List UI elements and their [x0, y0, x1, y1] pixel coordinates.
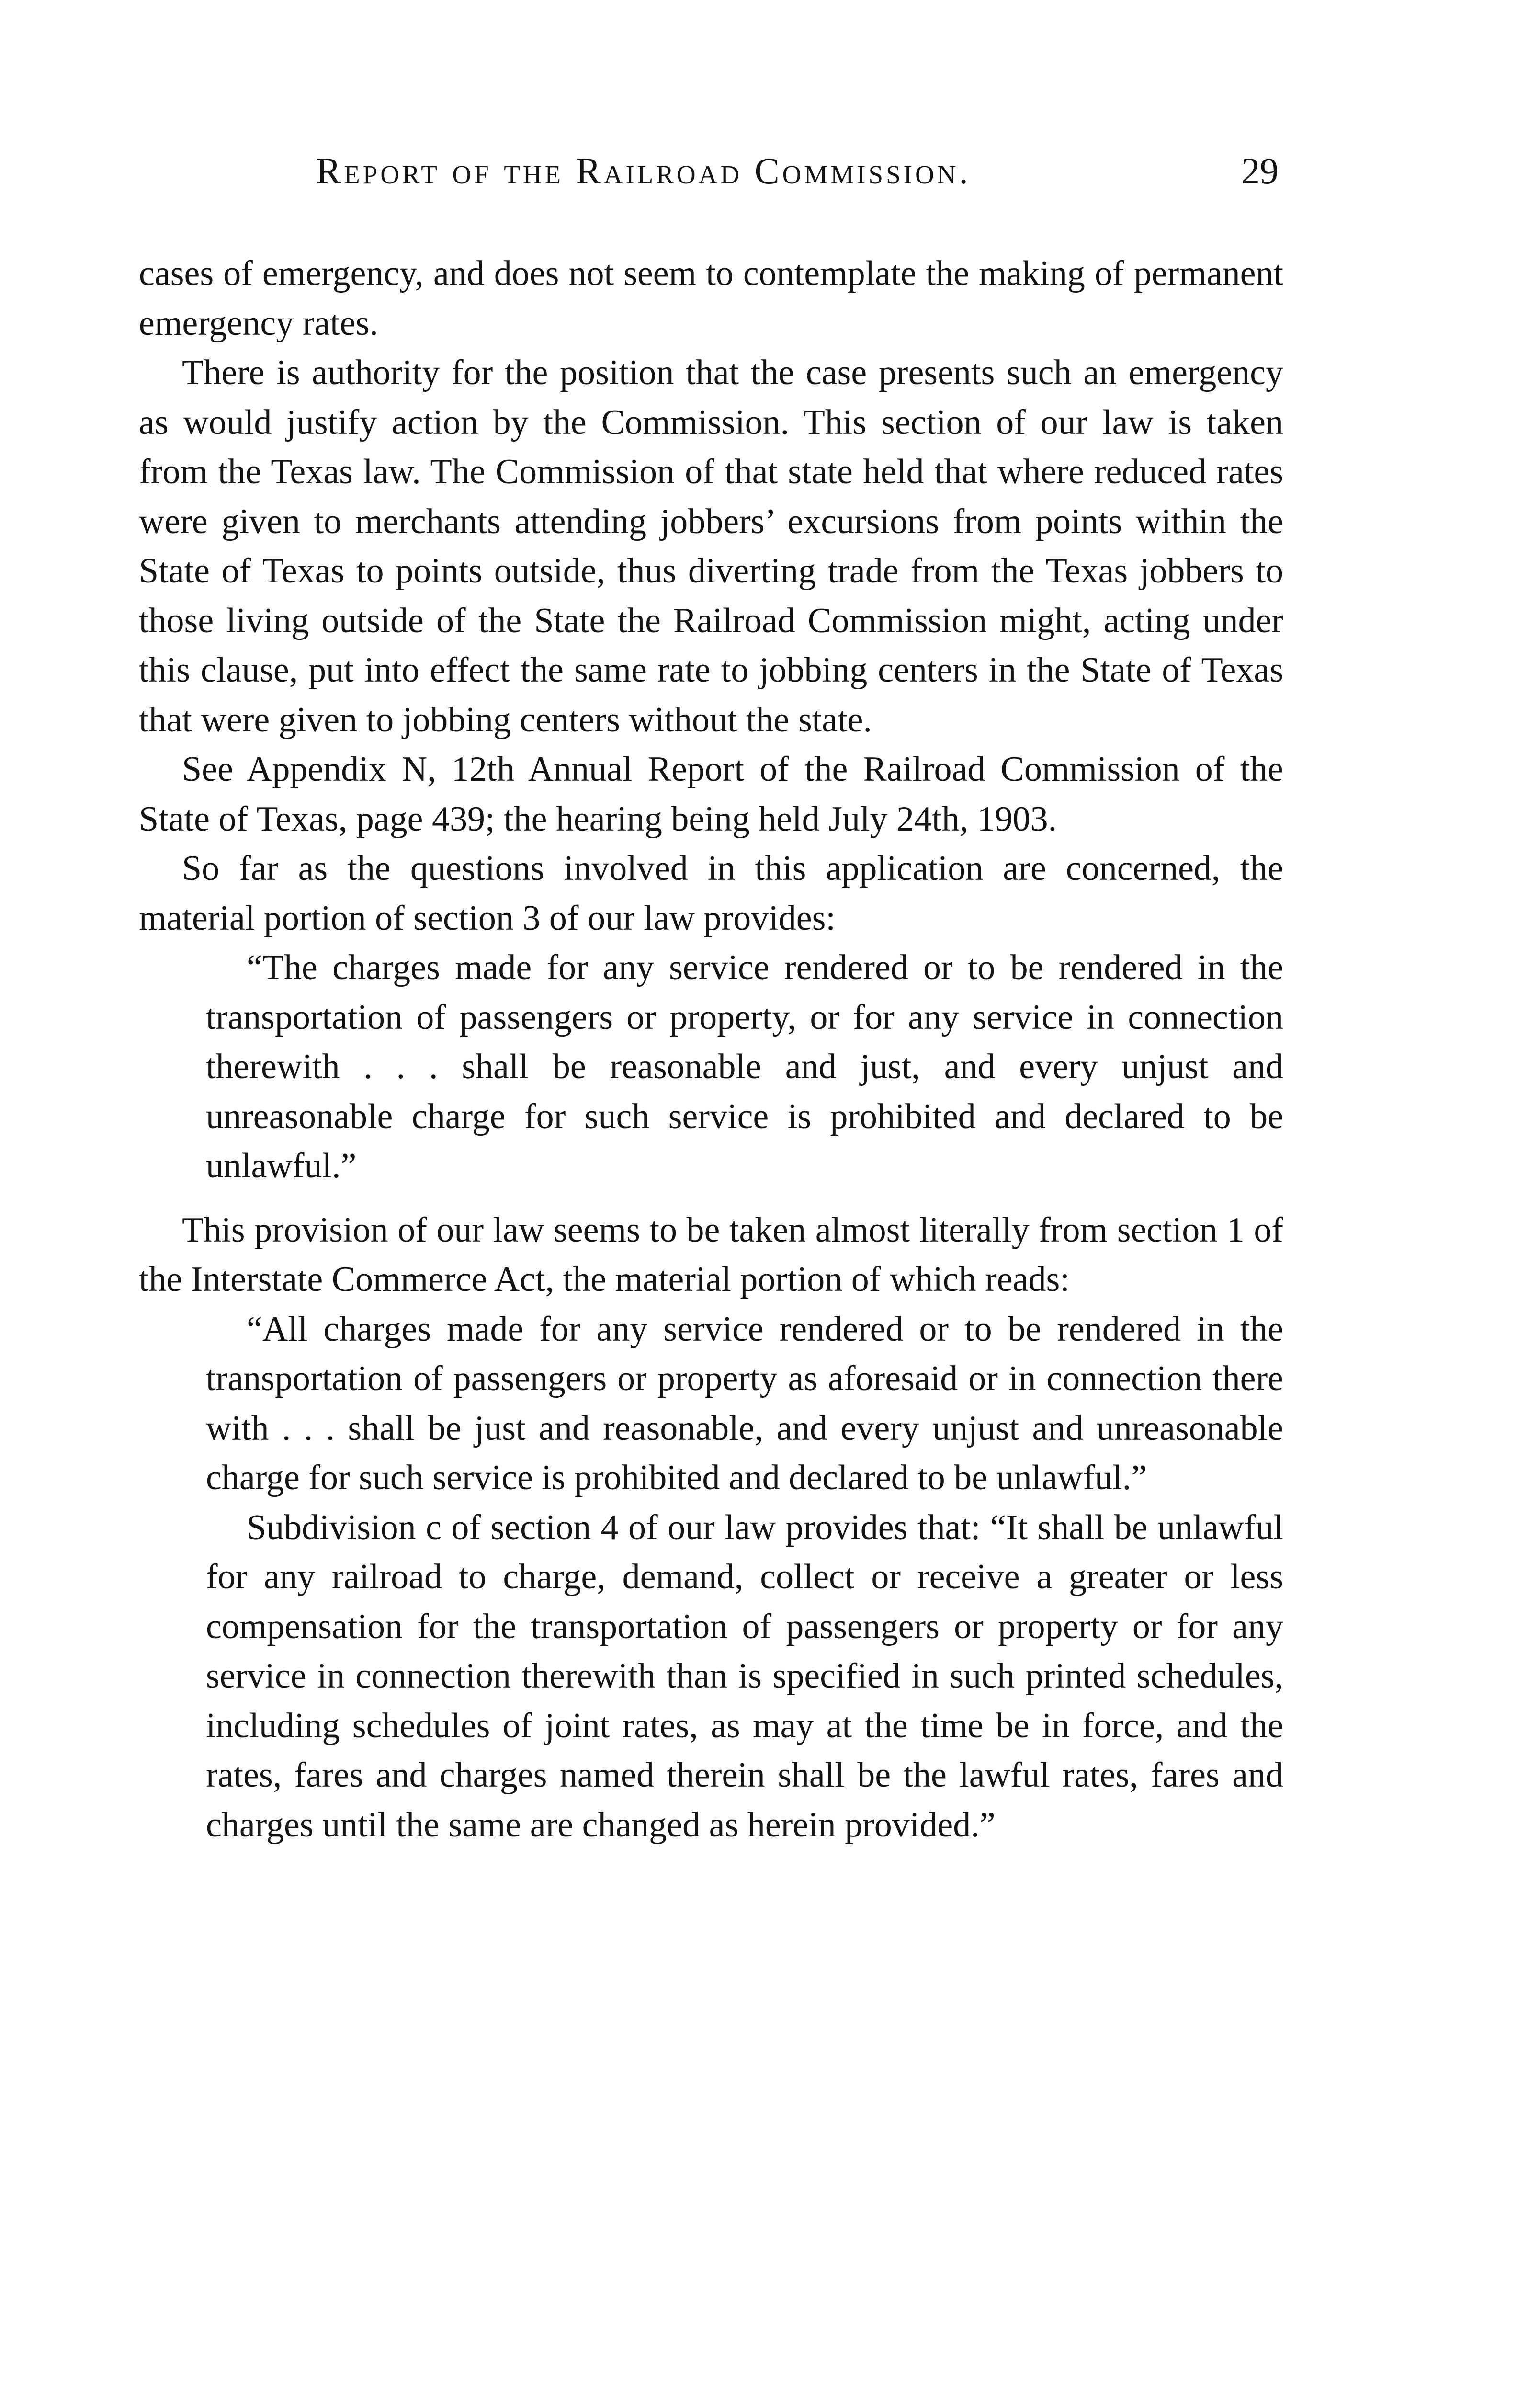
quote-interstate-commerce-act: “All charges made for any service rendered or to be rendered in the transportation of passengers or property as aforesaid or in connection there with . . . shall be just and reasonable, and every unjust and unreasonable charge for such service is prohibited and declared to be unlawful.” [206, 1309, 1283, 1497]
page-number: 29 [1241, 150, 1279, 192]
running-title: Report of the Railroad Commission. [316, 150, 971, 192]
running-head [144, 149, 1279, 202]
quote-section-3: “The charges made for any service rendered or to be rendered in the transportation of passengers or property, or for any service in connection therewith . . . shall be reasonable and just, and every unjust and unreasonable charge for such service is prohibited and declared to be unlawful.” [206, 948, 1283, 1186]
body-text [139, 249, 1283, 1850]
paragraph-section-3-intro: So far as the questions involved in this application are concerned, the material portion of section 3 of our law provides: [139, 849, 1283, 938]
paragraph-appendix-reference: See Appendix N, 12th Annual Report of the Railroad Commission of the State of Texas, page 439; the hearing being held July 24th, 1903. [139, 750, 1283, 839]
paragraph-interstate-commerce: This provision of our law seems to be taken almost literally from section 1 of the Interstate Commerce Act, the material portion of which reads: [139, 1210, 1283, 1299]
paragraph-texas-authority: There is authority for the position that the case presents such an emergency as would justify action by the Commission. This section of our law is taken from the Texas law. The Commission of that state held that where reduced rates were given to merchants attending jobbers’ excursions from points within the State of Texas to points outside, thus diverting trade from the Texas jobbers to those living outside of the State the Railroad Commission might, acting under this clause, put into effect the same rate to jobbing centers in the State of Texas that were given to jobbing centers without the state. [139, 353, 1283, 740]
paragraph-continuation: cases of emergency, and does not seem to contemplate the making of permanent emergency rates. [139, 254, 1283, 343]
paragraph-section-4-subdivision-c: Subdivision c of section 4 of our law provides that: “It shall be unlawful for any railroad to charge, demand, collect or receive a greater or less compensation for the transportation of passengers or property or for any service in connection therewith than is specified in such printed schedules, including schedules of joint rates, as may at the time be in force, and the rates, fares and charges named therein shall be the lawful rates, fares and charges until the same are changed as herein provided.” [206, 1507, 1283, 1845]
paragraph-spacer [139, 1191, 1283, 1206]
